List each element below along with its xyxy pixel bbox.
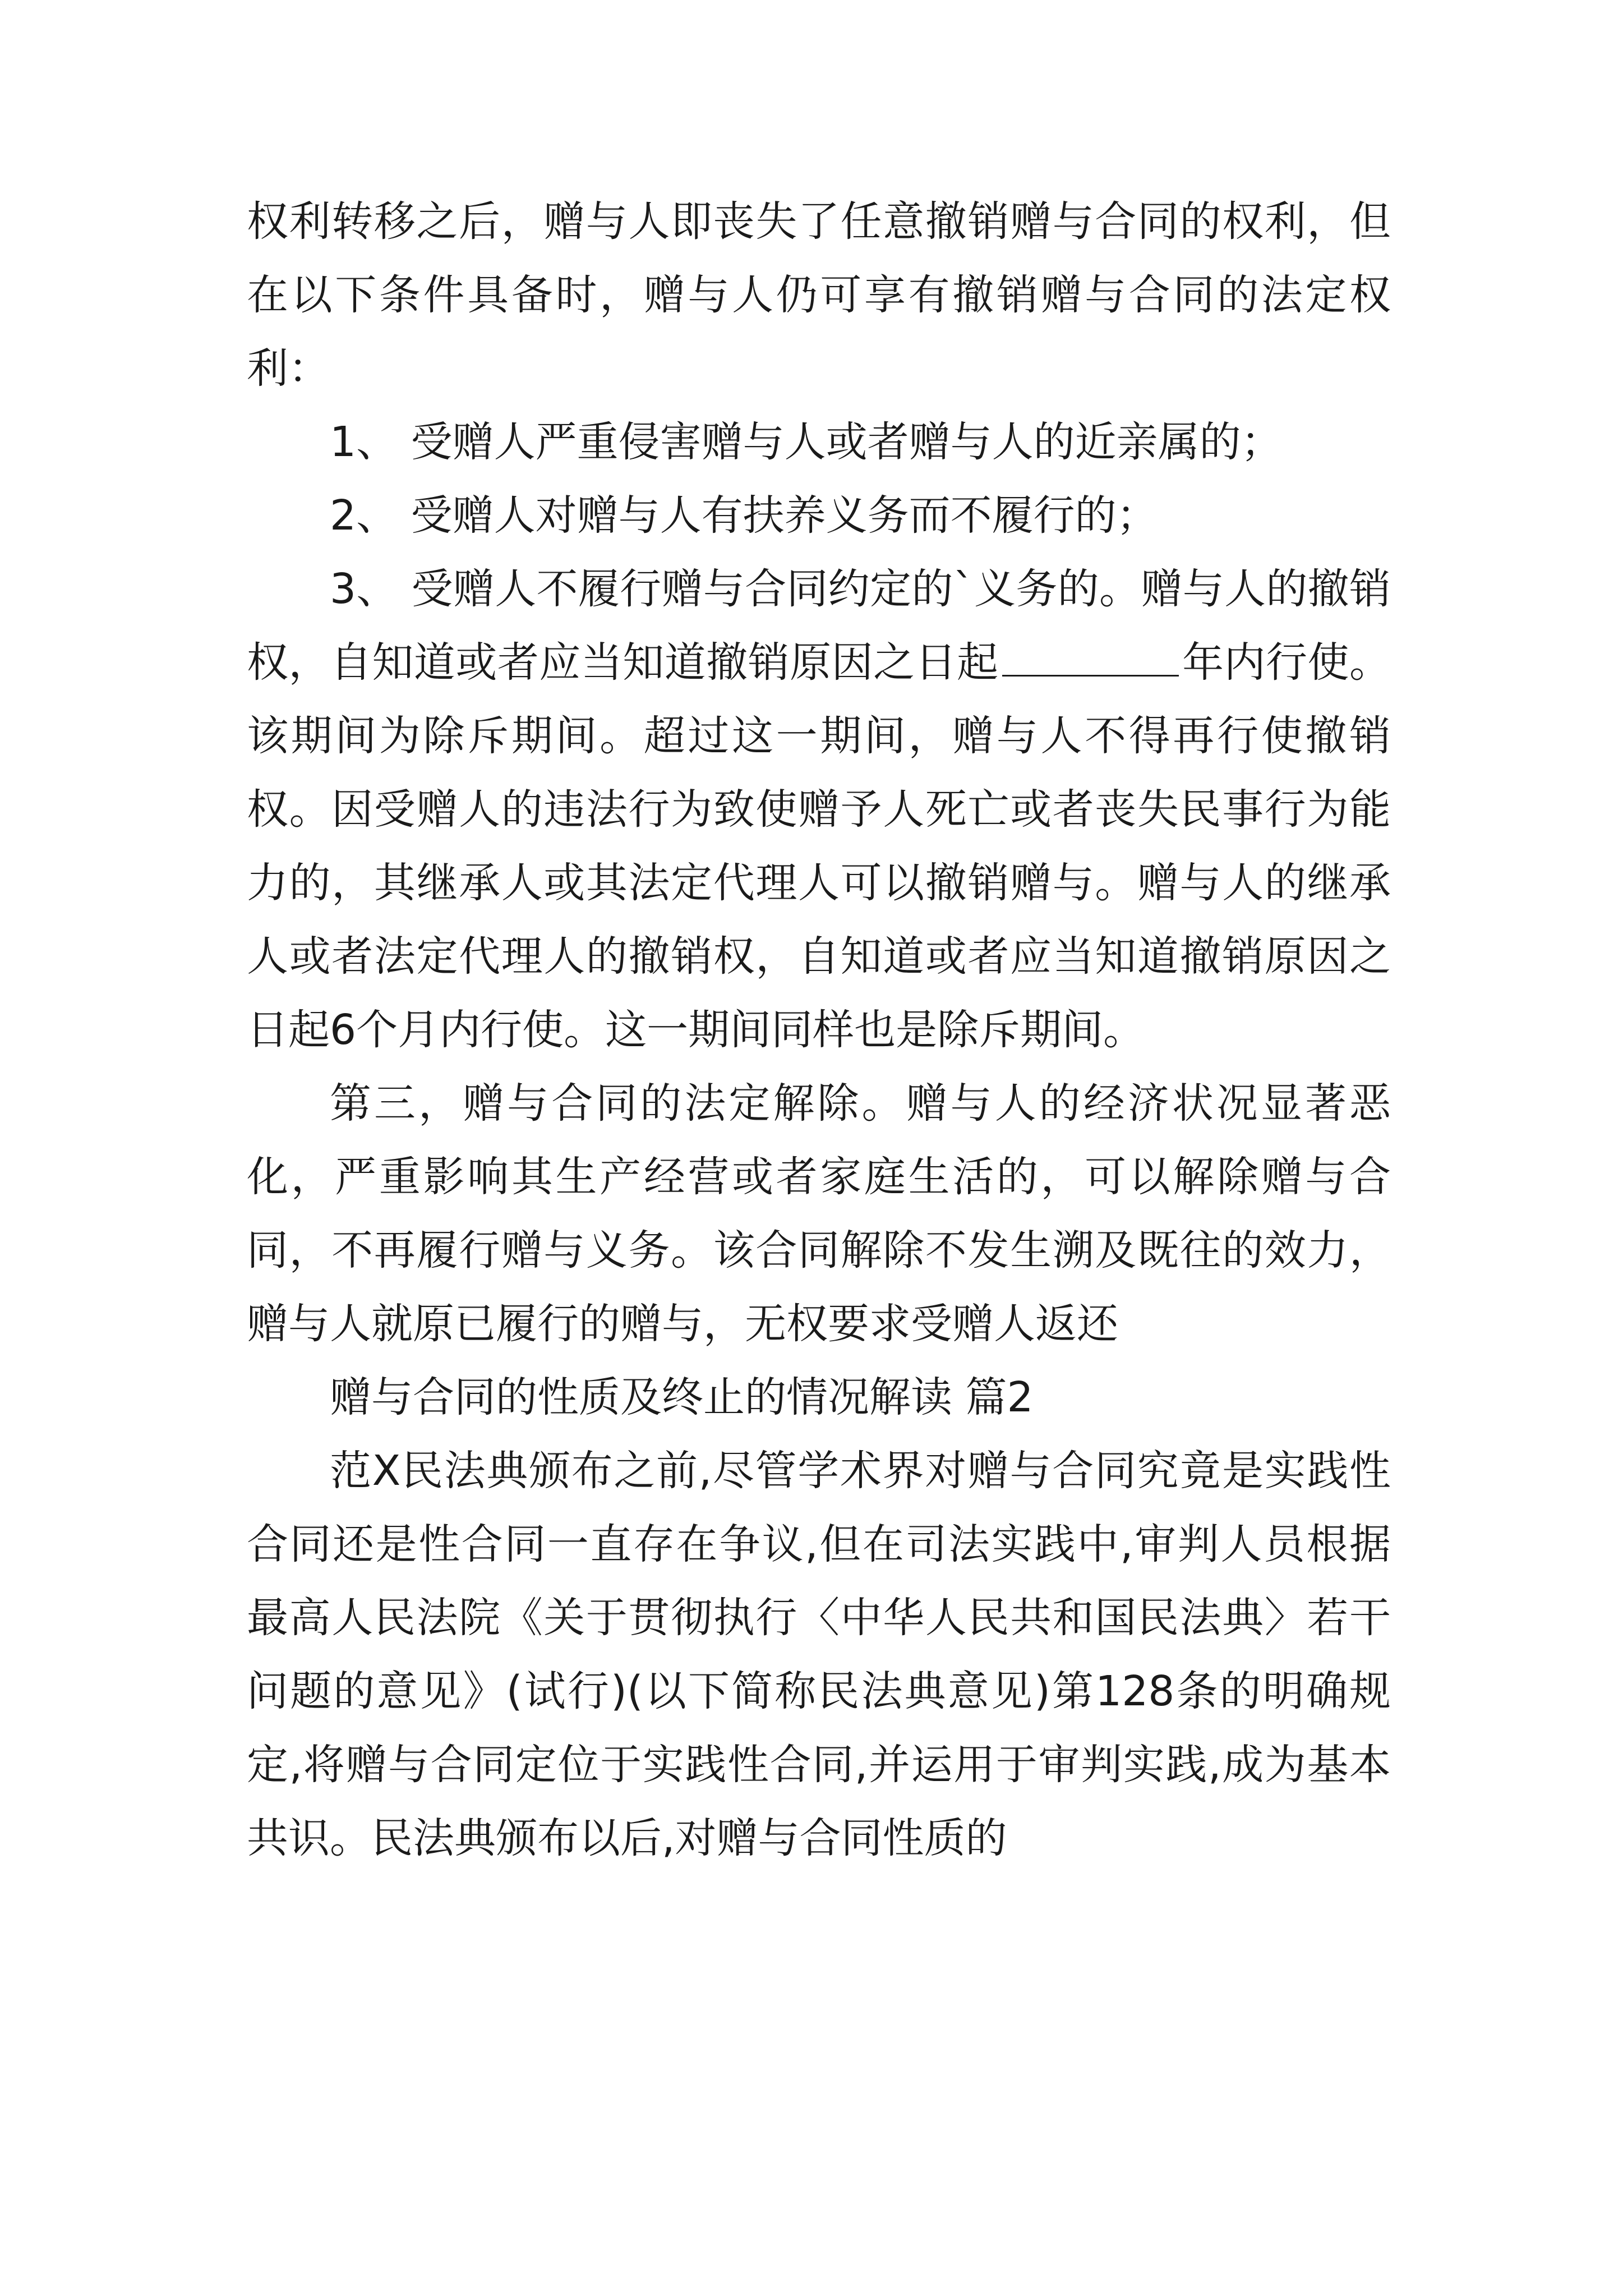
list-item-3-text-b: 年内行使。该期间为除斥期间。超过这一期间，赠与人不得再行使撤销权。因受赠人的违法行为致使赠予人死亡或者丧失民事行为能力的，其继承人或其法定代理人可以撤销赠与。赠与人的继承人或者法定代理人的撤销权，自知道或者应当知道撤销原因之日起6个月内行使。这一期间同样也是除斥期间。 (247, 638, 1391, 1054)
document-page (247, 185, 1391, 1875)
list-item-2: 2、 受赠人对赠与人有扶养义务而不履行的； (330, 491, 1158, 540)
paragraph-rights-transfer: 权利转移之后，赠与人即丧失了任意撤销赠与合同的权利，但在以下条件具备时，赠与人仍可享有撤销赠与合同的法定权利： (247, 197, 1391, 393)
paragraph-legal-termination: 第三，赠与合同的法定解除。赠与人的经济状况显著恶化，严重影响其生产经营或者家庭生活的，可以解除赠与合同，不再履行赠与义务。该合同解除不发生溯及既往的效力，赠与人就原已履行的赠与，无权要求受赠人返还 (247, 1079, 1391, 1348)
list-item-1: 1、 受赠人严重侵害赠与人或者赠与人的近亲属的； (330, 418, 1283, 466)
list-item-3-text-a: 3、 受赠人不履行赠与合同约定的`义务的。赠与人的撤销权，自知道或者应当知道撤销原因之日起 (247, 565, 1391, 687)
fill-in-blank (1002, 641, 1179, 677)
list-item-3 (247, 553, 1391, 1067)
paragraph-contract-nature: 范X民法典颁布之前,尽管学术界对赠与合同究竟是实践性合同还是性合同一直存在争议,但在司法实践中,审判人员根据最高人民法院《关于贯彻执行〈中华人民共和国民法典〉若干问题的意见》(试行)(以下简称民法典意见)第128条的明确规定,将赠与合同定位于实践性合同,并运用于审判实践,成为基本共识。民法典颁布以后,对赠与合同性质的 (247, 1447, 1391, 1862)
section-heading: 赠与合同的性质及终止的情况解读 篇2 (330, 1373, 1034, 1421)
